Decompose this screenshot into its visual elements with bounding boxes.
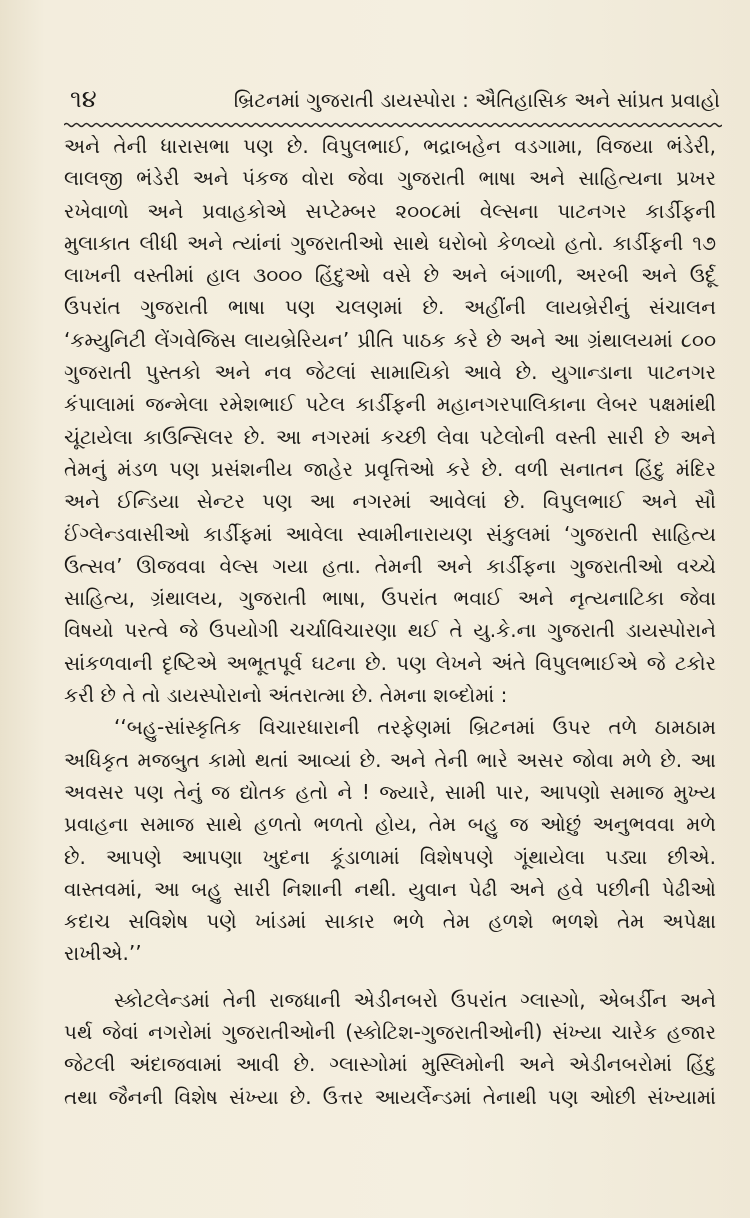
page-header (64, 84, 720, 124)
paragraph-gap (64, 970, 716, 984)
text-line: ચૂંટાયેલા કાઉન્સિલર છે. આ નગરમાં કચ્છી લેવા પટેલોની વસ્તી સારી છે અને (64, 424, 716, 449)
text-line: ઉપરાંત ગુજરાતી ભાષા પણ ચલણમાં છે. અહીંની લાયબ્રેરીનું સંચાલન (64, 295, 716, 320)
paragraph-cardiff (64, 130, 716, 711)
text-line: કંપાલામાં જન્મેલા રમેશભાઈ પટેલ કાર્ડીફની મહાનગરપાલિકાના લેબર પક્ષમાંથી (64, 392, 716, 417)
text-line: જેટલી અંદાજવામાં આવી છે. ગ્લાસ્ગોમાં મુસ્લિમોની અને એડીનબરોમાં હિંદુ (64, 1052, 716, 1077)
text-line: વિષયો પરત્વે જે ઉપયોગી ચર્ચાવિચારણા થઈ તે યુ.કે.ના ગુજરાતી ડાયસ્પોરાને (64, 618, 716, 643)
text-line: સ્કોટલેન્ડમાં તેની રાજધાની એડીનબરો ઉપરાંત ગ્લાસ્ગો, એબર્ડીન અને (114, 987, 716, 1012)
text-line: લાલજી ભંડેરી અને પંકજ વોરા જેવા ગુજરાતી ભાષા અને સાહિત્યના પ્રખર (64, 166, 716, 191)
text-line: રખેવાળો અને પ્રવાહકોએ સપ્ટેમ્બર ૨૦૦૮માં વેલ્સના પાટનગર કાર્ડીફની (64, 198, 716, 223)
text-line: ઉત્સવ’ ઊજવવા વેલ્સ ગયા હતા. તેમની અને કાર્ડીફના ગુજરાતીઓ વચ્ચે (64, 553, 716, 578)
text-line: ગુજરાતી પુસ્તકો અને નવ જેટલાં સામાયિકો આવે છે. યુગાન્ડાના પાટનગર (64, 360, 716, 385)
text-line: રાખીએ.’’ (64, 941, 142, 966)
text-line: અધિકૃત મજબુત કામો થતાં આવ્યાં છે. અને તેની ભારે અસર જોવા મળે છે. આ (64, 747, 716, 772)
text-line: ઈંગ્લેન્ડવાસીઓ કાર્ડીફમાં આવેલા સ્વામીનારાયણ સંકુલમાં ‘ગુજરાતી સાહિત્ય (64, 521, 716, 546)
page-number: ૧૪ (70, 85, 97, 113)
text-line: પર્થ જેવાં નગરોમાં ગુજરાતીઓની (સ્કોટિશ-ગુજરાતીઓની) સંખ્યા ચારેક હજાર (64, 1020, 716, 1045)
text-line: કદાચ સવિશેષ પણે ખાંડમાં સાકાર ભળે તેમ હળશે ભળશે તેમ અપેક્ષા (64, 909, 716, 934)
text-line: તેમનું મંડળ પણ પ્રસંશનીય જાહેર પ્રવૃત્તિઓ કરે છે. વળી સનાતન હિંદુ મંદિર (64, 456, 716, 481)
header-wavy-rule (64, 122, 722, 128)
text-line: તથા જૈનની વિશેષ સંખ્યા છે. ઉત્તર આયર્લેન્ડમાં તેનાથી પણ ઓછી સંખ્યામાં (64, 1084, 716, 1109)
text-line: સાહિત્ય, ગ્રંથાલય, ગુજરાતી ભાષા, ઉપરાંત ભવાઈ અને નૃત્યનાટિકા જેવા (64, 586, 716, 611)
text-line: કરી છે તે તો ડાયસ્પોરાનો અંતરાત્મા છે. તેમના શબ્દોમાં : (64, 683, 508, 708)
quoted-paragraph (64, 711, 716, 969)
text-line: મુલાકાત લીધી અને ત્યાંનાં ગુજરાતીઓ સાથે ઘરોબો કેળવ્યો હતો. કાર્ડીફની ૧૭ (64, 230, 716, 255)
running-title: બ્રિટનમાં ગુજરાતી ડાયસ્પોરા : ઐતિહાસિક અને સાંપ્રત પ્રવાહો (233, 88, 720, 112)
text-line: અવસર પણ તેનું જ દ્યોતક હતો ને ! જ્યારે, સામી પાર, આપણો સમાજ મુખ્ય (64, 779, 716, 804)
text-line: છે. આપણે આપણા ખુદના કૂંડાળામાં વિશેષપણે ગૂંથાયેલા પડ્યા છીએ. (64, 844, 716, 869)
text-line: સાંકળવાની દૃષ્ટિએ અભૂતપૂર્વ ઘટના છે. પણ લેખને અંતે વિપુલભાઈએ જે ટકોર (64, 650, 716, 675)
text-line: લાખની વસ્તીમાં હાલ ૩૦૦૦ હિંદુઓ વસે છે અને બંગાળી, અરબી અને ઉર્દૂ (64, 263, 716, 288)
body-text (64, 130, 716, 1113)
text-line: ‘‘બહુ-સાંસ્કૃતિક વિચારધારાની તરફેણમાં બ્રિટનમાં ઉપર તળે ઠામઠામ (114, 715, 716, 740)
text-line: અને ઈન્ડિયા સેન્ટર પણ આ નગરમાં આવેલાં છે. વિપુલભાઈ અને સૌ (64, 489, 716, 514)
text-line: અને તેની ધારાસભા પણ છે. વિપુલભાઈ, ભદ્રાબહેન વડગામા, વિજયા ભંડેરી, (64, 134, 716, 158)
paragraph-scotland (64, 984, 716, 1113)
text-line: વાસ્તવમાં, આ બહુ સારી નિશાની નથી. યુવાન પેઢી અને હવે પછીની પેઢીઓ (64, 876, 716, 901)
text-line: પ્રવાહના સમાજ સાથે હળતો ભળતો હોય, તેમ બહુ જ ઓછું અનુભવવા મળે (64, 812, 716, 837)
text-line: ‘કમ્યુનિટી લેંગવેજિસ લાયબ્રેરિયન’ પ્રીતિ પાઠક કરે છે અને આ ગ્રંથાલયમાં ૮૦૦ (64, 327, 716, 352)
